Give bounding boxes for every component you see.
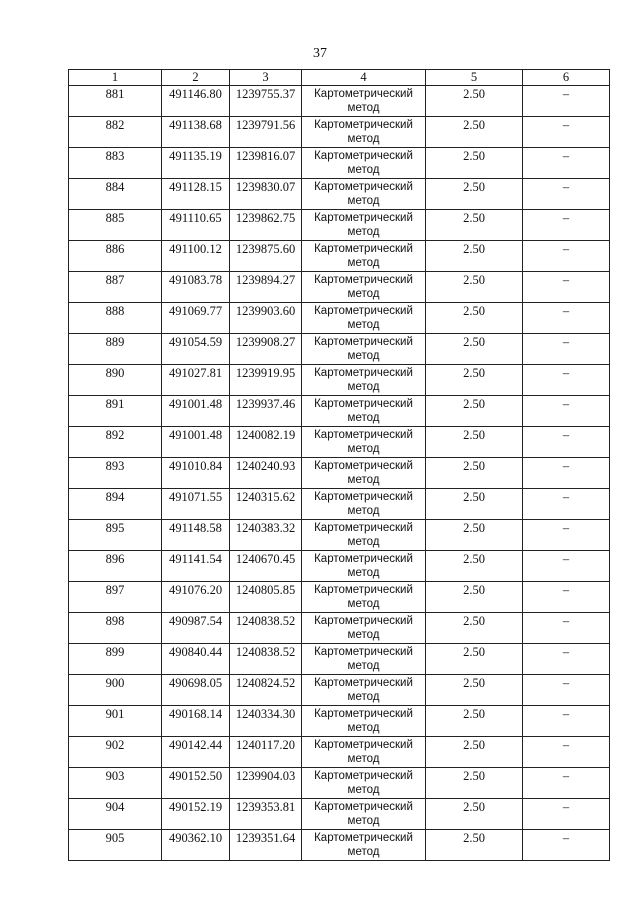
page-number: 37 <box>313 46 327 61</box>
table-row <box>69 830 610 861</box>
accuracy-cell: 2.50 <box>426 396 523 427</box>
point-number-cell: 901 <box>69 706 162 737</box>
method-cell: Картометрический метод <box>302 644 426 675</box>
method-cell: Картометрический метод <box>302 303 426 334</box>
note-cell: – <box>523 613 610 644</box>
method-cell: Картометрический метод <box>302 272 426 303</box>
accuracy-cell: 2.50 <box>426 582 523 613</box>
table-row <box>69 520 610 551</box>
point-number-cell: 895 <box>69 520 162 551</box>
accuracy-cell: 2.50 <box>426 427 523 458</box>
note-cell: – <box>523 830 610 861</box>
accuracy-cell: 2.50 <box>426 179 523 210</box>
y-coordinate-cell: 1239904.03 <box>230 768 302 799</box>
method-cell: Картометрический метод <box>302 520 426 551</box>
method-cell: Картометрический метод <box>302 489 426 520</box>
point-number-cell: 884 <box>69 179 162 210</box>
x-coordinate-cell: 490840.44 <box>162 644 230 675</box>
method-cell: Картометрический метод <box>302 551 426 582</box>
point-number-cell: 897 <box>69 582 162 613</box>
point-number-cell: 881 <box>69 86 162 117</box>
accuracy-cell: 2.50 <box>426 613 523 644</box>
method-cell: Картометрический метод <box>302 86 426 117</box>
y-coordinate-cell: 1240082.19 <box>230 427 302 458</box>
point-number-cell: 888 <box>69 303 162 334</box>
x-coordinate-cell: 491083.78 <box>162 272 230 303</box>
table-row <box>69 489 610 520</box>
note-cell: – <box>523 303 610 334</box>
column-header-3: 3 <box>230 70 302 86</box>
point-number-cell: 898 <box>69 613 162 644</box>
x-coordinate-cell: 491135.19 <box>162 148 230 179</box>
x-coordinate-cell: 490152.19 <box>162 799 230 830</box>
note-cell: – <box>523 644 610 675</box>
x-coordinate-cell: 491141.54 <box>162 551 230 582</box>
accuracy-cell: 2.50 <box>426 210 523 241</box>
note-cell: – <box>523 582 610 613</box>
table-row <box>69 86 610 117</box>
method-cell: Картометрический метод <box>302 148 426 179</box>
accuracy-cell: 2.50 <box>426 489 523 520</box>
table-row <box>69 334 610 365</box>
note-cell: – <box>523 489 610 520</box>
table-row <box>69 148 610 179</box>
y-coordinate-cell: 1239830.07 <box>230 179 302 210</box>
x-coordinate-cell: 491054.59 <box>162 334 230 365</box>
table-row <box>69 241 610 272</box>
table-row <box>69 117 610 148</box>
accuracy-cell: 2.50 <box>426 644 523 675</box>
point-number-cell: 890 <box>69 365 162 396</box>
y-coordinate-cell: 1240824.52 <box>230 675 302 706</box>
x-coordinate-cell: 491001.48 <box>162 427 230 458</box>
method-cell: Картометрический метод <box>302 365 426 396</box>
accuracy-cell: 2.50 <box>426 768 523 799</box>
x-coordinate-cell: 490987.54 <box>162 613 230 644</box>
point-number-cell: 904 <box>69 799 162 830</box>
table-row <box>69 613 610 644</box>
y-coordinate-cell: 1239908.27 <box>230 334 302 365</box>
x-coordinate-cell: 491146.80 <box>162 86 230 117</box>
note-cell: – <box>523 396 610 427</box>
note-cell: – <box>523 737 610 768</box>
note-cell: – <box>523 272 610 303</box>
accuracy-cell: 2.50 <box>426 241 523 272</box>
note-cell: – <box>523 768 610 799</box>
x-coordinate-cell: 490142.44 <box>162 737 230 768</box>
table-row <box>69 644 610 675</box>
accuracy-cell: 2.50 <box>426 551 523 582</box>
table-row <box>69 210 610 241</box>
x-coordinate-cell: 491027.81 <box>162 365 230 396</box>
note-cell: – <box>523 675 610 706</box>
column-header-4: 4 <box>302 70 426 86</box>
method-cell: Картометрический метод <box>302 334 426 365</box>
accuracy-cell: 2.50 <box>426 458 523 489</box>
point-number-cell: 900 <box>69 675 162 706</box>
note-cell: – <box>523 210 610 241</box>
table-row <box>69 272 610 303</box>
method-cell: Картометрический метод <box>302 799 426 830</box>
x-coordinate-cell: 491076.20 <box>162 582 230 613</box>
table-row <box>69 706 610 737</box>
point-number-cell: 887 <box>69 272 162 303</box>
point-number-cell: 885 <box>69 210 162 241</box>
x-coordinate-cell: 491148.58 <box>162 520 230 551</box>
point-number-cell: 893 <box>69 458 162 489</box>
header-row <box>69 70 610 86</box>
table-row <box>69 179 610 210</box>
point-number-cell: 883 <box>69 148 162 179</box>
y-coordinate-cell: 1240670.45 <box>230 551 302 582</box>
note-cell: – <box>523 148 610 179</box>
y-coordinate-cell: 1240334.30 <box>230 706 302 737</box>
y-coordinate-cell: 1239862.75 <box>230 210 302 241</box>
x-coordinate-cell: 491071.55 <box>162 489 230 520</box>
x-coordinate-cell: 491128.15 <box>162 179 230 210</box>
note-cell: – <box>523 520 610 551</box>
table-row <box>69 799 610 830</box>
column-header-5: 5 <box>426 70 523 86</box>
y-coordinate-cell: 1240805.85 <box>230 582 302 613</box>
y-coordinate-cell: 1240838.52 <box>230 613 302 644</box>
y-coordinate-cell: 1239816.07 <box>230 148 302 179</box>
coordinates-table <box>68 69 610 861</box>
table-row <box>69 675 610 706</box>
point-number-cell: 892 <box>69 427 162 458</box>
method-cell: Картометрический метод <box>302 458 426 489</box>
table-body <box>69 86 610 861</box>
note-cell: – <box>523 241 610 272</box>
method-cell: Картометрический метод <box>302 241 426 272</box>
table-row <box>69 396 610 427</box>
table-row <box>69 458 610 489</box>
table-row <box>69 582 610 613</box>
accuracy-cell: 2.50 <box>426 830 523 861</box>
method-cell: Картометрический метод <box>302 830 426 861</box>
x-coordinate-cell: 490698.05 <box>162 675 230 706</box>
note-cell: – <box>523 365 610 396</box>
table-header <box>69 70 610 86</box>
y-coordinate-cell: 1239351.64 <box>230 830 302 861</box>
method-cell: Картометрический метод <box>302 396 426 427</box>
method-cell: Картометрический метод <box>302 613 426 644</box>
accuracy-cell: 2.50 <box>426 365 523 396</box>
table-row <box>69 303 610 334</box>
note-cell: – <box>523 334 610 365</box>
table-row <box>69 737 610 768</box>
y-coordinate-cell: 1239937.46 <box>230 396 302 427</box>
method-cell: Картометрический метод <box>302 427 426 458</box>
y-coordinate-cell: 1239755.37 <box>230 86 302 117</box>
x-coordinate-cell: 490152.50 <box>162 768 230 799</box>
y-coordinate-cell: 1240838.52 <box>230 644 302 675</box>
point-number-cell: 896 <box>69 551 162 582</box>
method-cell: Картометрический метод <box>302 737 426 768</box>
note-cell: – <box>523 179 610 210</box>
point-number-cell: 903 <box>69 768 162 799</box>
column-header-2: 2 <box>162 70 230 86</box>
accuracy-cell: 2.50 <box>426 334 523 365</box>
y-coordinate-cell: 1239894.27 <box>230 272 302 303</box>
accuracy-cell: 2.50 <box>426 117 523 148</box>
table-row <box>69 427 610 458</box>
accuracy-cell: 2.50 <box>426 520 523 551</box>
y-coordinate-cell: 1239903.60 <box>230 303 302 334</box>
column-header-1: 1 <box>69 70 162 86</box>
y-coordinate-cell: 1239875.60 <box>230 241 302 272</box>
y-coordinate-cell: 1239919.95 <box>230 365 302 396</box>
y-coordinate-cell: 1240383.32 <box>230 520 302 551</box>
table-row <box>69 768 610 799</box>
method-cell: Картометрический метод <box>302 768 426 799</box>
method-cell: Картометрический метод <box>302 582 426 613</box>
point-number-cell: 889 <box>69 334 162 365</box>
accuracy-cell: 2.50 <box>426 675 523 706</box>
table-row <box>69 551 610 582</box>
accuracy-cell: 2.50 <box>426 86 523 117</box>
point-number-cell: 886 <box>69 241 162 272</box>
accuracy-cell: 2.50 <box>426 737 523 768</box>
x-coordinate-cell: 491069.77 <box>162 303 230 334</box>
note-cell: – <box>523 551 610 582</box>
accuracy-cell: 2.50 <box>426 706 523 737</box>
y-coordinate-cell: 1240240.93 <box>230 458 302 489</box>
accuracy-cell: 2.50 <box>426 272 523 303</box>
method-cell: Картометрический метод <box>302 706 426 737</box>
point-number-cell: 905 <box>69 830 162 861</box>
method-cell: Картометрический метод <box>302 210 426 241</box>
note-cell: – <box>523 117 610 148</box>
x-coordinate-cell: 491100.12 <box>162 241 230 272</box>
x-coordinate-cell: 491010.84 <box>162 458 230 489</box>
column-header-6: 6 <box>523 70 610 86</box>
method-cell: Картометрический метод <box>302 179 426 210</box>
y-coordinate-cell: 1239791.56 <box>230 117 302 148</box>
x-coordinate-cell: 491001.48 <box>162 396 230 427</box>
x-coordinate-cell: 490168.14 <box>162 706 230 737</box>
x-coordinate-cell: 491138.68 <box>162 117 230 148</box>
y-coordinate-cell: 1240117.20 <box>230 737 302 768</box>
note-cell: – <box>523 86 610 117</box>
accuracy-cell: 2.50 <box>426 303 523 334</box>
note-cell: – <box>523 706 610 737</box>
y-coordinate-cell: 1239353.81 <box>230 799 302 830</box>
y-coordinate-cell: 1240315.62 <box>230 489 302 520</box>
point-number-cell: 899 <box>69 644 162 675</box>
point-number-cell: 891 <box>69 396 162 427</box>
accuracy-cell: 2.50 <box>426 148 523 179</box>
point-number-cell: 882 <box>69 117 162 148</box>
table-row <box>69 365 610 396</box>
method-cell: Картометрический метод <box>302 117 426 148</box>
note-cell: – <box>523 799 610 830</box>
point-number-cell: 902 <box>69 737 162 768</box>
accuracy-cell: 2.50 <box>426 799 523 830</box>
method-cell: Картометрический метод <box>302 675 426 706</box>
point-number-cell: 894 <box>69 489 162 520</box>
note-cell: – <box>523 458 610 489</box>
x-coordinate-cell: 491110.65 <box>162 210 230 241</box>
note-cell: – <box>523 427 610 458</box>
x-coordinate-cell: 490362.10 <box>162 830 230 861</box>
